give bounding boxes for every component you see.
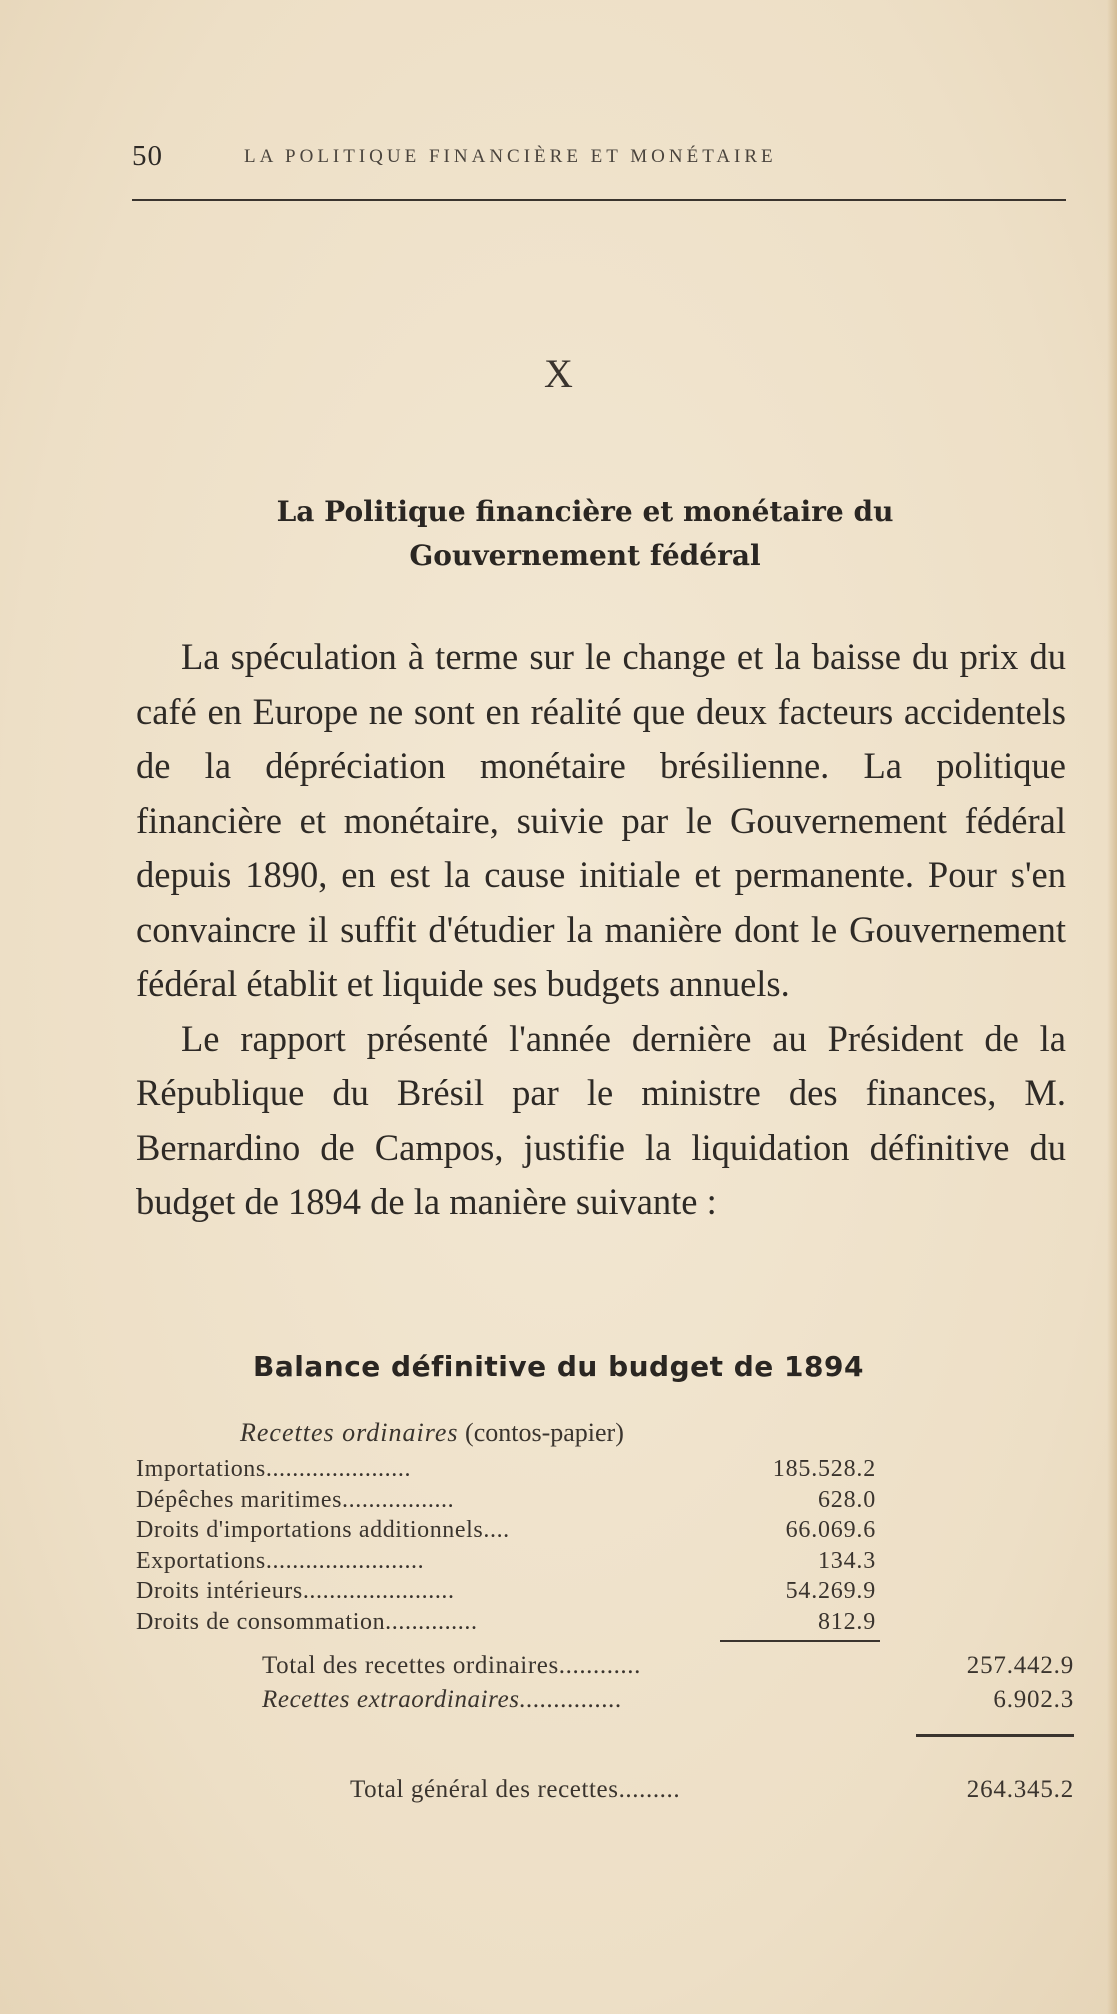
row-value: 66.069.6 [785, 1517, 876, 1543]
grand-total-label: Total général des recettes......... [350, 1776, 681, 1803]
row-label: Dépêches maritimes................. [136, 1486, 455, 1513]
subtotal-rule [720, 1640, 880, 1642]
section-label-italic: Recettes ordinaires [240, 1418, 459, 1447]
total-value: 6.902.3 [993, 1686, 1074, 1713]
body-text [136, 630, 1066, 1230]
grand-total-row [350, 1776, 1074, 1812]
header-rule [132, 199, 1066, 201]
row-label: Droits de consommation.............. [136, 1608, 478, 1635]
row-value: 628.0 [818, 1486, 876, 1513]
row-label: Exportations........................ [136, 1547, 425, 1574]
row-label: Droits d'importations additionnels.... [136, 1517, 510, 1543]
paragraph: La spéculation à terme sur le change et la baisse du prix du café en Europe ne sont en réalité que deux facteurs accidentels de la dépréciation monétaire brésilienne. La politique financière et monétaire, suivie par le Gouvernement fédéral depuis 1890, en est la cause initiale et permanente. Pour s'en convaincre il suffit d'étudier la manière dont le Gouvernement fédéral établit et liquide ses budgets annuels. [136, 636, 1066, 1004]
grand-total-rule [916, 1734, 1074, 1737]
grand-total-value: 264.345.2 [966, 1776, 1074, 1803]
page-number: 50 [132, 140, 163, 172]
section-label [240, 1418, 624, 1448]
table-row [136, 1517, 876, 1548]
chapter-number: X [544, 351, 573, 396]
row-value: 134.3 [818, 1547, 876, 1574]
table-row [136, 1609, 876, 1640]
page-edge-shadow [1107, 0, 1117, 2014]
running-header [132, 140, 1062, 188]
chapter-title-line: La Politique financière et monétaire du [276, 495, 894, 528]
row-label: Droits intérieurs....................... [136, 1578, 455, 1604]
total-label: Recettes extraordinaires............... [262, 1686, 623, 1713]
running-title: LA POLITIQUE FINANCIÈRE ET MONÉTAIRE [244, 146, 777, 167]
table-title: Balance définitive du budget de 1894 [253, 1350, 864, 1383]
total-row [262, 1652, 1074, 1686]
table-row [136, 1456, 876, 1487]
total-row [262, 1686, 1074, 1720]
row-value: 812.9 [818, 1608, 876, 1635]
table-row [136, 1548, 876, 1579]
row-label: Importations...................... [136, 1456, 412, 1482]
totals [262, 1652, 1074, 1720]
chapter-title [190, 490, 980, 578]
revenue-rows [136, 1456, 876, 1639]
table-row [136, 1487, 876, 1518]
paragraph: Le rapport présenté l'année dernière au Président de la République du Brésil par le ministre des finances, M. Bernardino de Campos, justifie la liquidation définitive du budget de 1894 de la manière suivante : [136, 1017, 1066, 1222]
total-value: 257.442.9 [966, 1652, 1074, 1679]
table-row [136, 1578, 876, 1609]
row-value: 54.269.9 [785, 1578, 876, 1604]
section-label-unit: (contos-papier) [465, 1418, 624, 1447]
total-label: Total des recettes ordinaires............ [262, 1652, 641, 1679]
row-value: 185.528.2 [772, 1456, 876, 1482]
chapter-title-line: Gouvernement fédéral [409, 539, 761, 572]
